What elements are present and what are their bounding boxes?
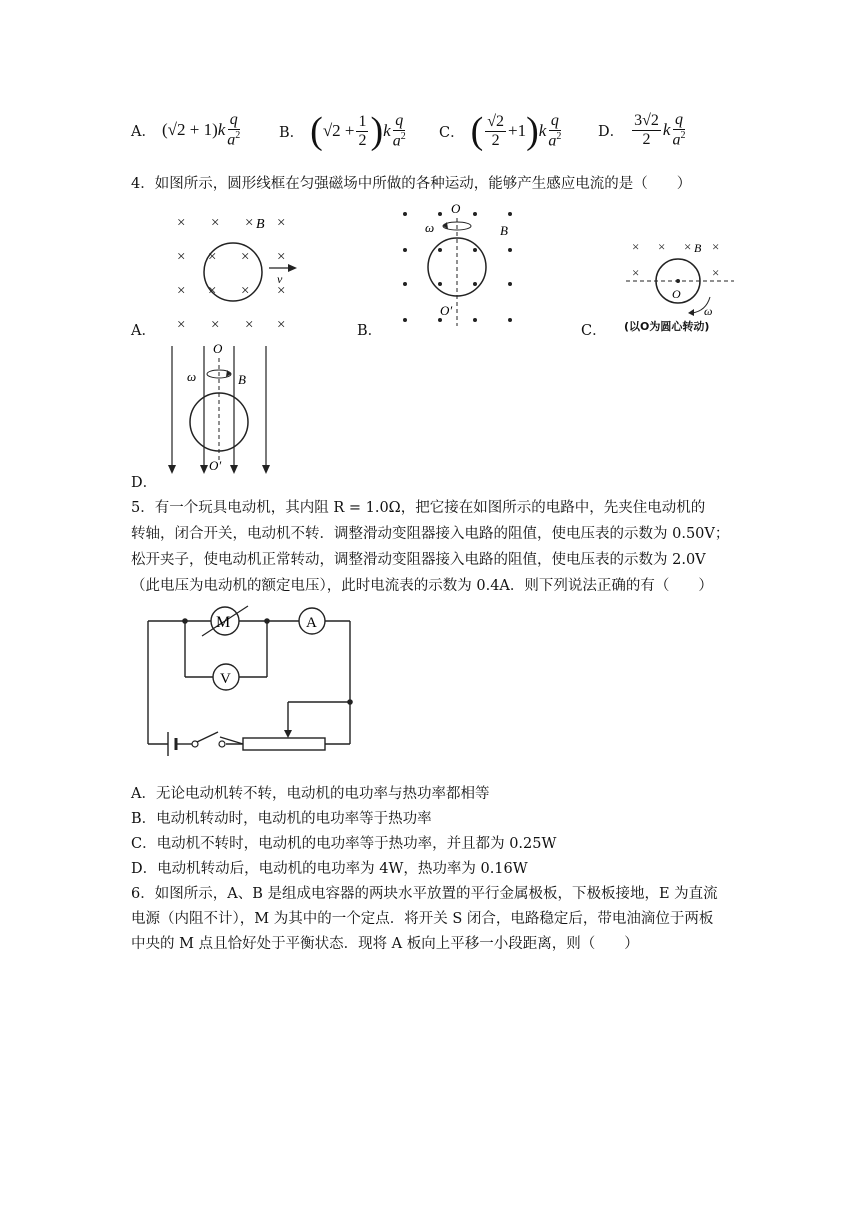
- svg-text:V: V: [220, 671, 231, 687]
- svg-text:×: ×: [632, 265, 640, 280]
- svg-text:B: B: [238, 372, 246, 387]
- svg-text:×: ×: [177, 283, 186, 299]
- q3-option-c: C． ( $\frac{√2}{2}$ +1 ) k $\frac{q}{a^2}$: [439, 110, 562, 152]
- q5-option-b: B．电动机转动时，电动机的电功率等于热功率: [131, 811, 432, 827]
- svg-text:O: O: [672, 287, 681, 301]
- q3-option-a: A． (√2 + 1)k $\frac{q}{a^2}$: [131, 111, 241, 149]
- svg-text:ω: ω: [425, 220, 435, 235]
- q3-option-d-formula: $\frac{3√2}{2}$: [634, 111, 659, 148]
- q4-figure-d: [160, 338, 280, 478]
- q3-option-b: B． ( √2 + $\frac{1}{2}$ ) k $\frac{q}{a^2}$: [279, 110, 406, 152]
- svg-text:×: ×: [211, 317, 220, 333]
- svg-text:×: ×: [712, 265, 720, 280]
- q5-option-d: D．电动机转动后，电动机的电功率为 4W，热功率为 0.16W: [131, 861, 528, 877]
- q6-line-2: 电源（内阻不计），M 为其中的一个定点．将开关 S 闭合，电路稳定后，带电油滴位于两板: [131, 911, 714, 927]
- q5-line-4: （此电压为电动机的额定电压），此时电流表的示数为 0.4A．则下列说法正确的有（ ）: [131, 578, 713, 594]
- svg-text:×: ×: [712, 239, 720, 254]
- svg-text:B: B: [256, 217, 265, 232]
- q4-fig-a-label: A．: [131, 323, 156, 339]
- svg-text:×: ×: [277, 249, 286, 265]
- svg-text:O: O: [213, 341, 223, 356]
- svg-text:v: v: [277, 272, 283, 286]
- svg-text:O: O: [451, 201, 461, 216]
- q5-circuit-diagram: [140, 600, 360, 770]
- svg-text:M: M: [216, 614, 231, 631]
- svg-text:×: ×: [277, 317, 286, 333]
- q5-option-c: C．电动机不转时，电动机的电功率等于热功率，并且都为 0.25W: [131, 836, 557, 852]
- q4-fig-b-label: B．: [357, 323, 383, 339]
- svg-text:×: ×: [211, 215, 220, 231]
- q4-fig-d-label: D．: [131, 475, 158, 491]
- svg-text:×: ×: [277, 215, 286, 231]
- svg-text:×: ×: [632, 239, 640, 254]
- q5-line-3: 松开夹子，使电动机正常转动，调整滑动变阻器接入电路的阻值，使电压表的示数为 2.0V: [131, 552, 706, 568]
- q3-option-c-formula: $\frac{√2}{2}$: [487, 112, 505, 149]
- svg-text:×: ×: [241, 249, 250, 265]
- q3-option-a-formula: (√2 + 1)k: [161, 120, 226, 140]
- svg-text:×: ×: [277, 283, 286, 299]
- svg-text:×: ×: [241, 283, 250, 299]
- q6-line-3: 中央的 M 点且恰好处于平衡状态．现将 A 板向上平移一小段距离，则（ ）: [131, 936, 639, 952]
- svg-text:B: B: [500, 223, 508, 238]
- q4-text: 4．如图所示，圆形线框在匀强磁场中所做的各种运动，能够产生感应电流的是（ ）: [131, 176, 692, 192]
- q6-line-1: 6．如图所示，A、B 是组成电容器的两块水平放置的平行金属极板，下极板接地，E 为直流: [131, 886, 718, 902]
- svg-text:O′: O′: [209, 458, 222, 473]
- svg-text:×: ×: [208, 283, 217, 299]
- svg-text:×: ×: [208, 249, 217, 265]
- svg-text:A: A: [306, 615, 317, 631]
- svg-text:×: ×: [177, 215, 186, 231]
- svg-text:×: ×: [245, 215, 254, 231]
- svg-text:×: ×: [245, 317, 254, 333]
- q3-option-d: D． $\frac{3√2}{2}$ k $\frac{q}{a^2}$: [598, 111, 686, 149]
- svg-text:×: ×: [658, 239, 666, 254]
- q4-figure-a: [165, 205, 305, 335]
- q5-option-a: A．无论电动机转不转，电动机的电功率与热功率都相等: [131, 786, 490, 802]
- svg-text:O′: O′: [440, 303, 453, 318]
- svg-text:×: ×: [177, 249, 186, 265]
- svg-text:ω: ω: [704, 304, 713, 318]
- q5-line-1: 5．有一个玩具电动机，其内阻 R = 1.0Ω，把它接在如图所示的电路中，先夹住电动机的: [131, 500, 706, 516]
- svg-text:ω: ω: [187, 369, 197, 384]
- svg-text:B: B: [694, 241, 702, 255]
- q4-fig-c-label: C．: [581, 323, 607, 339]
- svg-text:×: ×: [177, 317, 186, 333]
- q3-option-b-formula: √2 +: [322, 121, 355, 140]
- q4-fig-c-caption: (以O为圆心转动): [624, 320, 710, 333]
- q4-figure-b: [395, 200, 525, 330]
- q5-line-2: 转轴，闭合开关，电动机不转．调整滑动变阻器接入电路的阻值，使电压表的示数为 0.50V；: [131, 526, 730, 542]
- svg-text:×: ×: [684, 239, 692, 254]
